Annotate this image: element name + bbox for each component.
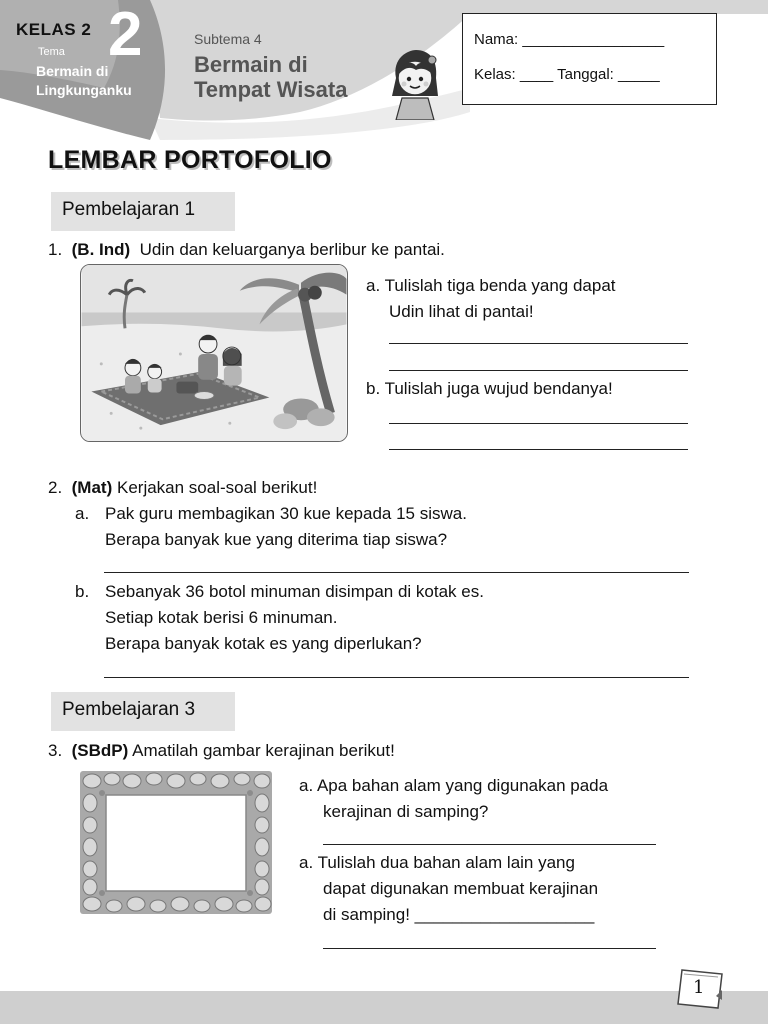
question-1-stem bbox=[48, 240, 445, 260]
question-number: 3. bbox=[48, 741, 63, 760]
question-2b-label: b. bbox=[75, 582, 90, 601]
subtema-label: Subtema 4 bbox=[194, 31, 262, 47]
question-3a-line-2: kerajinan di samping? bbox=[323, 802, 489, 821]
question-text: Kerjakan soal-soal berikut! bbox=[116, 478, 318, 497]
question-1b-line-1: b. Tulislah juga wujud bendanya! bbox=[366, 379, 613, 398]
answer-line[interactable] bbox=[323, 948, 656, 949]
section-heading-pembelajaran-3: Pembelajaran 3 bbox=[51, 692, 235, 731]
question-2-stem bbox=[48, 478, 317, 498]
section-heading-pembelajaran-1: Pembelajaran 1 bbox=[51, 192, 235, 231]
page-title: LEMBAR PORTOFOLIO bbox=[48, 146, 332, 174]
answer-line[interactable] bbox=[389, 423, 688, 424]
question-3a-line-1: a. Apa bahan alam yang digunakan pada bbox=[299, 776, 609, 795]
question-3b-line-2: dapat digunakan membuat kerajinan bbox=[323, 879, 599, 898]
tema-label: Tema bbox=[38, 46, 65, 58]
tema-title: Bermain di Lingkunganku bbox=[36, 63, 132, 98]
kelas-label: KELAS 2 bbox=[16, 20, 92, 39]
kelas-tanggal-field[interactable]: Kelas: ____ Tanggal: _____ bbox=[474, 66, 660, 83]
question-text: Amatilah gambar kerajinan berikut! bbox=[132, 741, 395, 760]
question-2b-line-1: Sebanyak 36 botol minuman disimpan di kotak es. bbox=[105, 582, 484, 601]
subject-tag: (B. Ind) bbox=[71, 240, 131, 259]
answer-line[interactable] bbox=[389, 343, 688, 344]
answer-line[interactable] bbox=[104, 677, 689, 678]
question-2a-line-2: Berapa banyak kue yang diterima tiap siswa? bbox=[105, 530, 448, 549]
question-number: 1. bbox=[48, 240, 63, 259]
subject-tag: (SBdP) bbox=[71, 741, 129, 760]
question-1a-line-2: Udin lihat di pantai! bbox=[389, 302, 534, 321]
beach-family-illustration bbox=[80, 264, 348, 442]
question-text: Udin dan keluarganya berlibur ke pantai. bbox=[139, 240, 445, 259]
question-3-stem bbox=[48, 741, 395, 761]
shell-frame-craft-illustration bbox=[80, 771, 272, 914]
question-2a-line-1: Pak guru membagikan 30 kue kepada 15 siswa. bbox=[105, 504, 467, 523]
kelas-number: 2 bbox=[108, 0, 143, 69]
answer-line[interactable] bbox=[389, 370, 688, 371]
page-number: 1 bbox=[693, 977, 705, 998]
question-2b-line-2: Setiap kotak berisi 6 minuman. bbox=[105, 608, 338, 627]
question-2b-line-3: Berapa banyak kotak es yang diperlukan? bbox=[105, 634, 422, 653]
footer-bar bbox=[0, 991, 768, 1024]
subject-tag: (Mat) bbox=[71, 478, 113, 497]
kelas-block bbox=[0, 0, 175, 140]
question-1a-line-1: a. Tulislah tiga benda yang dapat bbox=[366, 276, 616, 295]
nama-field[interactable]: Nama: _________________ bbox=[474, 31, 665, 48]
question-2a-label: a. bbox=[75, 504, 90, 523]
student-identity-box bbox=[462, 13, 717, 105]
question-3b-line-3: di samping! ___________________ bbox=[323, 905, 595, 924]
answer-line[interactable] bbox=[389, 449, 688, 450]
answer-line[interactable] bbox=[104, 572, 689, 573]
question-3b-line-1: a. Tulislah dua bahan alam lain yang bbox=[299, 853, 575, 872]
answer-line[interactable] bbox=[323, 844, 656, 845]
subtema-title: Bermain di Tempat Wisata bbox=[194, 52, 348, 102]
question-number: 2. bbox=[48, 478, 63, 497]
girl-mascot-illustration bbox=[382, 48, 448, 120]
